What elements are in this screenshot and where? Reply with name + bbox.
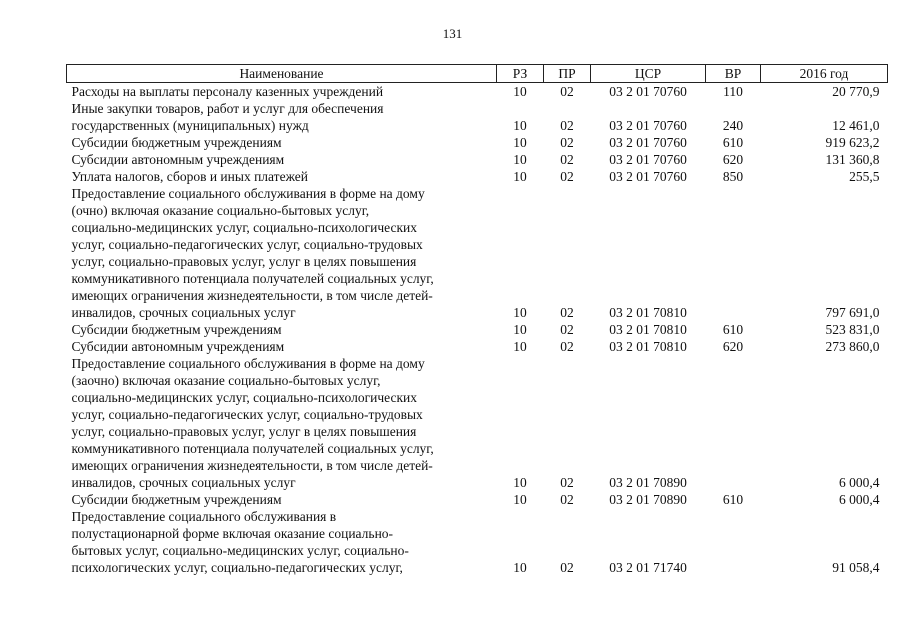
cell-vr (706, 338, 761, 355)
cell-csr (591, 321, 706, 338)
cell-pr (544, 134, 591, 151)
cell-amount-text: 6 000,4 (839, 492, 880, 507)
cell-rz (497, 151, 544, 168)
cell-rz (497, 491, 544, 508)
cell-rz-text: 10 (513, 492, 527, 507)
cell-pr (544, 168, 591, 185)
cell-csr (591, 508, 706, 576)
cell-amount-text: 131 360,8 (825, 152, 880, 167)
table-row (67, 185, 888, 321)
budget-table (66, 64, 888, 576)
cell-vr (706, 83, 761, 101)
cell-rz (497, 185, 544, 321)
cell-name-text: Субсидии автономным учреждениям (71, 152, 285, 167)
cell-rz-text: 10 (513, 339, 527, 354)
cell-vr-text: 240 (722, 118, 744, 133)
cell-vr (706, 168, 761, 185)
cell-name-text: Уплата налогов, сборов и иных платежей (71, 169, 308, 184)
cell-name (67, 338, 497, 355)
header-rz: РЗ (497, 65, 544, 83)
cell-vr-text: 610 (722, 135, 744, 150)
cell-rz-text: 10 (513, 84, 527, 99)
cell-pr-text: 02 (560, 169, 574, 184)
table-row (67, 83, 888, 101)
cell-rz-text: 10 (513, 475, 527, 490)
cell-vr (706, 508, 761, 576)
cell-csr-text: 03 2 01 70810 (609, 305, 687, 320)
cell-vr (706, 355, 761, 491)
table-row (67, 491, 888, 508)
cell-csr (591, 491, 706, 508)
cell-csr (591, 83, 706, 101)
cell-pr-text: 02 (560, 118, 574, 133)
cell-vr (706, 321, 761, 338)
cell-vr (706, 100, 761, 134)
table-row (67, 134, 888, 151)
cell-name (67, 134, 497, 151)
cell-csr (591, 355, 706, 491)
cell-amount-text: 12 461,0 (832, 118, 880, 133)
cell-pr (544, 508, 591, 576)
cell-rz-text: 10 (513, 152, 527, 167)
cell-pr (544, 355, 591, 491)
cell-amount (761, 83, 888, 101)
header-pr: ПР (544, 65, 591, 83)
cell-vr (706, 134, 761, 151)
cell-rz-text: 10 (513, 322, 527, 337)
cell-pr (544, 100, 591, 134)
cell-name (67, 100, 497, 134)
cell-csr (591, 185, 706, 321)
table-row (67, 151, 888, 168)
cell-rz (497, 355, 544, 491)
cell-vr (706, 185, 761, 321)
cell-pr-text: 02 (560, 135, 574, 150)
cell-name-text: Расходы на выплаты персоналу казенных учреждений (71, 84, 384, 99)
cell-pr-text: 02 (560, 84, 574, 99)
cell-rz (497, 168, 544, 185)
cell-amount (761, 100, 888, 134)
table-row (67, 355, 888, 491)
cell-name (67, 168, 497, 185)
cell-name (67, 491, 497, 508)
cell-amount (761, 151, 888, 168)
cell-rz-text: 10 (513, 169, 527, 184)
cell-name (67, 185, 497, 321)
cell-csr-text: 03 2 01 70760 (609, 84, 687, 99)
cell-name (67, 508, 497, 576)
cell-rz (497, 338, 544, 355)
table-row (67, 100, 888, 134)
cell-name-text: Иные закупки товаров, работ и услуг для обеспечения государственных (муниципальных) нужд (71, 101, 384, 133)
cell-amount-text: 6 000,4 (839, 475, 880, 490)
table-header-row (67, 65, 888, 83)
table-row (67, 508, 888, 576)
cell-amount-text: 523 831,0 (825, 322, 880, 337)
cell-amount-text: 255,5 (849, 169, 880, 184)
cell-rz (497, 100, 544, 134)
cell-amount (761, 355, 888, 491)
cell-vr-text: 610 (722, 492, 744, 507)
page-number: 131 (442, 26, 463, 41)
cell-amount-text: 797 691,0 (825, 305, 880, 320)
cell-pr (544, 321, 591, 338)
cell-rz-text: 10 (513, 560, 527, 575)
cell-pr-text: 02 (560, 560, 574, 575)
cell-csr-text: 03 2 01 70890 (609, 475, 687, 490)
cell-name-text: Предоставление социального обслуживания в полустационарной форме включая оказание социально- бытовых услуг, социально-медицинских услуг, социально- психологических услуг, социально-педагогических услуг, (71, 509, 409, 575)
cell-name (67, 355, 497, 491)
cell-amount-text: 919 623,2 (825, 135, 880, 150)
cell-vr-text: 610 (722, 322, 744, 337)
cell-pr-text: 02 (560, 492, 574, 507)
cell-rz (497, 83, 544, 101)
cell-pr (544, 338, 591, 355)
cell-vr (706, 491, 761, 508)
cell-csr-text: 03 2 01 71740 (609, 560, 687, 575)
cell-csr-text: 03 2 01 70760 (609, 135, 687, 150)
cell-amount-text: 20 770,9 (832, 84, 880, 99)
cell-pr-text: 02 (560, 152, 574, 167)
cell-csr-text: 03 2 01 70890 (609, 492, 687, 507)
cell-rz (497, 321, 544, 338)
cell-csr-text: 03 2 01 70760 (609, 118, 687, 133)
cell-name (67, 83, 497, 101)
cell-name-text: Предоставление социального обслуживания в форме на дому (очно) включая оказание социально-бытовых услуг, социально-медицинских услуг, социально-психологических услуг, социально-педагогических услуг, социально-трудовых услуг, социально-правовых услуг, услуг в целях повышения коммуникативного потенциала получателей социальных услуг, имеющих ограничения жизнедеятельности, в том числе детей- инвалидов, срочных социальных услуг (71, 186, 434, 320)
cell-name-text: Субсидии автономным учреждениям (71, 339, 285, 354)
cell-amount (761, 491, 888, 508)
cell-csr (591, 134, 706, 151)
header-vr: ВР (706, 65, 761, 83)
cell-pr (544, 83, 591, 101)
header-year: 2016 год (761, 65, 888, 83)
header-name: Наименование (67, 65, 497, 83)
cell-csr (591, 168, 706, 185)
header-csr: ЦСР (591, 65, 706, 83)
cell-pr-text: 02 (560, 322, 574, 337)
cell-vr-text: 850 (722, 169, 744, 184)
cell-csr (591, 151, 706, 168)
cell-rz-text: 10 (513, 305, 527, 320)
cell-name-text: Субсидии бюджетным учреждениям (71, 492, 282, 507)
cell-pr-text: 02 (560, 475, 574, 490)
cell-csr-text: 03 2 01 70760 (609, 152, 687, 167)
cell-name-text: Предоставление социального обслуживания в форме на дому (заочно) включая оказание социально-бытовых услуг, социально-медицинских услуг, социально-психологических услуг, социально-педагогических услуг, социально-трудовых услуг, социально-правовых услуг, услуг в целях повышения коммуникативного потенциала получателей социальных услуг, имеющих ограничения жизнедеятельности, в том числе детей- инвалидов, срочных социальных услуг (71, 356, 434, 490)
table-body (67, 83, 888, 577)
cell-rz (497, 134, 544, 151)
table-row (67, 321, 888, 338)
cell-pr (544, 491, 591, 508)
cell-csr (591, 338, 706, 355)
table-row (67, 168, 888, 185)
cell-csr-text: 03 2 01 70760 (609, 169, 687, 184)
cell-amount (761, 168, 888, 185)
cell-vr-text: 620 (722, 339, 744, 354)
cell-amount-text: 273 860,0 (825, 339, 880, 354)
cell-rz (497, 508, 544, 576)
cell-vr (706, 151, 761, 168)
cell-pr (544, 185, 591, 321)
cell-amount (761, 338, 888, 355)
cell-csr (591, 100, 706, 134)
cell-csr-text: 03 2 01 70810 (609, 322, 687, 337)
cell-name-text: Субсидии бюджетным учреждениям (71, 135, 282, 150)
cell-amount (761, 185, 888, 321)
table-row (67, 338, 888, 355)
cell-vr-text: 620 (722, 152, 744, 167)
cell-amount (761, 134, 888, 151)
cell-name-text: Субсидии бюджетным учреждениям (71, 322, 282, 337)
cell-pr-text: 02 (560, 339, 574, 354)
cell-pr (544, 151, 591, 168)
cell-amount (761, 321, 888, 338)
cell-vr-text: 110 (723, 84, 743, 99)
cell-name (67, 151, 497, 168)
cell-amount (761, 508, 888, 576)
cell-name (67, 321, 497, 338)
cell-csr-text: 03 2 01 70810 (609, 339, 687, 354)
cell-rz-text: 10 (513, 135, 527, 150)
cell-pr-text: 02 (560, 305, 574, 320)
cell-rz-text: 10 (513, 118, 527, 133)
cell-amount-text: 91 058,4 (832, 560, 880, 575)
